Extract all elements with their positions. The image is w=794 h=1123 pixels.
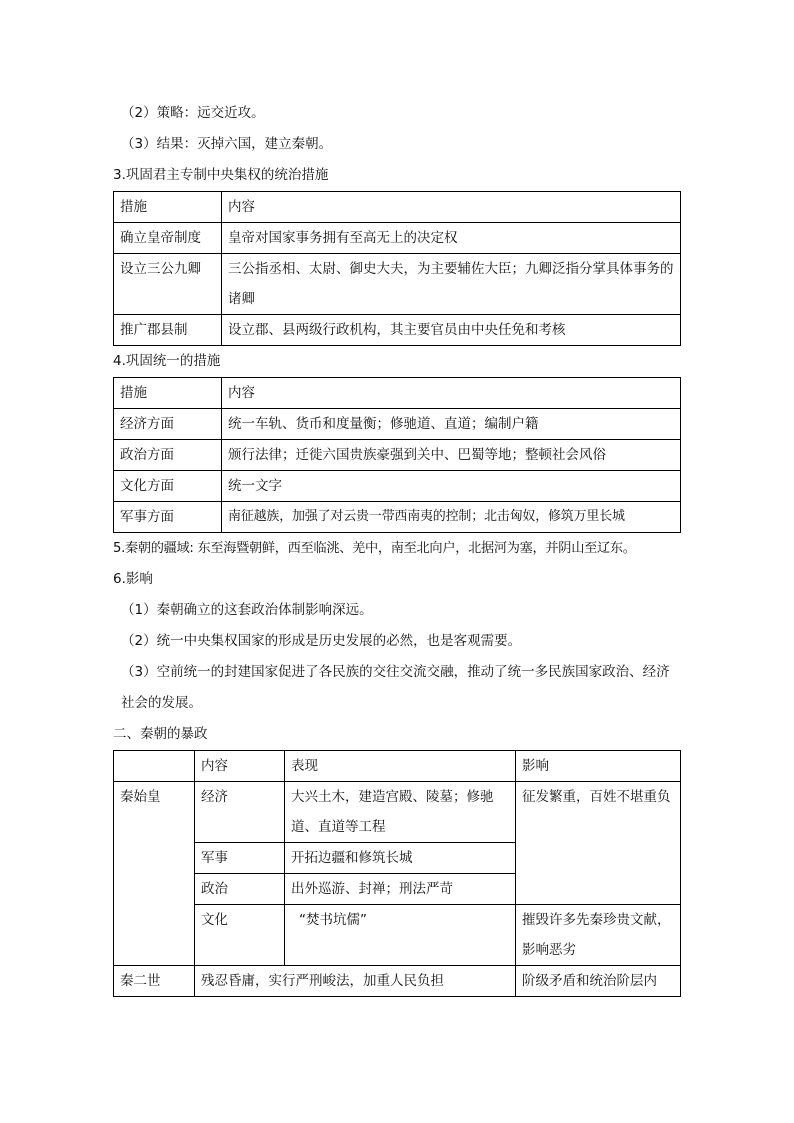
table-cell: 残忍昏庸，实行严刑峻法，加重人民负担: [195, 966, 516, 997]
table-cell: 征发繁重，百姓不堪重负: [516, 782, 681, 905]
table-cell: 设立郡、县两级行政机构，其主要官员由中央任免和考核: [222, 315, 681, 346]
table-cell: 军事: [195, 843, 285, 874]
table-cell: 大兴土木，建造宫殿、陵墓；修驰道、直道等工程: [285, 782, 516, 843]
table-row: [114, 223, 681, 254]
table-cell: 确立皇帝制度: [114, 223, 222, 254]
table-row: [114, 409, 681, 440]
table-cell: 三公指丞相、太尉、御史大夫，为主要辅佐大臣；九卿泛指分掌具体事务的诸卿: [222, 254, 681, 315]
table-cell: 政治方面: [114, 440, 222, 471]
table-row: [114, 502, 681, 533]
table-cell: 秦始皇: [114, 782, 195, 966]
table-cell: 设立三公九卿: [114, 254, 222, 315]
territory-text: 5.秦朝的疆域: 东至海暨朝鲜，西至临洮、羌中，南至北向户，北据河为塞，并阴山至辽东。: [113, 541, 636, 556]
table-cell: 颁行法律；迁徙六国贵族豪强到关中、巴蜀等地；整顿社会风俗: [222, 440, 681, 471]
table-cell: 开拓边疆和修筑长城: [285, 843, 516, 874]
table-cell: 军事方面: [114, 502, 222, 533]
table-cell: 推广郡县制: [114, 315, 222, 346]
tyranny-table: [113, 750, 681, 997]
table-cell: 阶级矛盾和统治阶层内: [516, 966, 681, 997]
part2-title: 二、秦朝的暴政: [113, 726, 208, 742]
table-cell: 出外巡游、封禅；刑法严苛: [285, 874, 516, 905]
intro-strategy: （2）策略：远交近攻。: [121, 105, 265, 121]
table-row: [114, 782, 681, 843]
unification-measures-table: [113, 377, 681, 533]
section4-title: 4.巩固统一的措施: [113, 353, 221, 369]
table-cell: 南征越族，加强了对云贵一带西南夷的控制；北击匈奴，修筑万里长城: [222, 502, 681, 533]
table-header-cell: 内容: [222, 378, 681, 409]
table-header-cell: 内容: [195, 751, 285, 782]
table-header-cell: 措施: [114, 378, 222, 409]
table-header-row: [114, 751, 681, 782]
table-cell: 摧毁许多先秦珍贵文献，影响恶劣: [516, 905, 681, 966]
table-header-row: [114, 378, 681, 409]
table-row: [114, 471, 681, 502]
table-cell: 文化方面: [114, 471, 222, 502]
impact-item: （3）空前统一的封建国家促进了各民族的交往交流交融，推动了统一多民族国家政治、经济社会的发展。: [121, 664, 670, 711]
table-cell: 政治: [195, 874, 285, 905]
centralization-measures-table: [113, 191, 681, 346]
table-row: [114, 254, 681, 315]
table-cell: 经济方面: [114, 409, 222, 440]
table-header-cell: 表现: [285, 751, 516, 782]
table-row: [114, 440, 681, 471]
impact-item: （1）秦朝确立的这套政治体制影响深远。: [121, 602, 373, 618]
table-cell: 统一文字: [222, 471, 681, 502]
table-row: [114, 315, 681, 346]
table-header-row: [114, 192, 681, 223]
table-cell: 经济: [195, 782, 285, 843]
table-cell: 文化: [195, 905, 285, 966]
section6-title: 6.影响: [113, 571, 153, 587]
table-header-cell: 内容: [222, 192, 681, 223]
table-header-cell: 措施: [114, 192, 222, 223]
table-cell: 统一车轨、货币和度量衡；修驰道、直道；编制户籍: [222, 409, 681, 440]
section3-title: 3.巩固君主专制中央集权的统治措施: [113, 167, 329, 183]
document-content: [113, 98, 681, 997]
table-cell: “焚书坑儒”: [285, 905, 516, 966]
table-cell: 秦二世: [114, 966, 195, 997]
table-header-cell: [114, 751, 195, 782]
table-cell: 皇帝对国家事务拥有至高无上的决定权: [222, 223, 681, 254]
intro-result: （3）结果：灭掉六国，建立秦朝。: [121, 136, 333, 152]
table-header-cell: 影响: [516, 751, 681, 782]
impact-item: （2）统一中央集权国家的形成是历史发展的必然，也是客观需要。: [121, 633, 522, 649]
table-row: [114, 966, 681, 997]
table-row: [114, 905, 681, 966]
